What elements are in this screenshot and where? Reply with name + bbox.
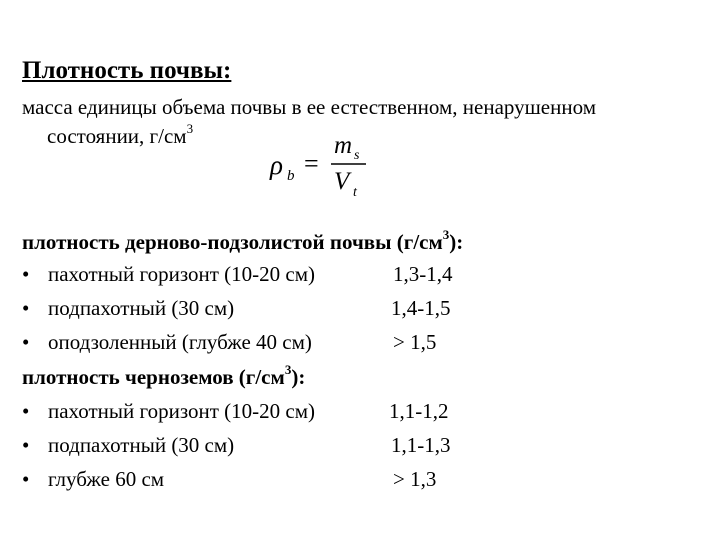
item-value: 1,4-1,5 xyxy=(391,296,451,320)
item-label: подпахотный (30 см) xyxy=(48,433,235,457)
formula-rho-subscript: b xyxy=(287,168,295,184)
chernozem-heading-sup: 3 xyxy=(284,362,292,378)
list-item xyxy=(22,399,622,427)
chernozem-heading-end: ): xyxy=(291,365,306,389)
list-item xyxy=(22,330,622,358)
formula-denominator-subscript: t xyxy=(353,185,357,200)
item-label: глубже 60 см xyxy=(48,467,165,491)
item-value: 1,1-1,3 xyxy=(391,433,451,457)
sod-podzolic-heading xyxy=(22,227,464,255)
density-formula xyxy=(268,132,378,202)
bullet: • xyxy=(22,296,30,320)
item-value: > 1,3 xyxy=(393,467,437,491)
bullet: • xyxy=(22,330,30,354)
definition-unit-superscript: 3 xyxy=(186,121,194,137)
formula-numerator-subscript: s xyxy=(354,148,360,163)
bullet: • xyxy=(22,399,30,423)
formula-equals: = xyxy=(304,149,319,178)
definition-unit-text: состоянии, г/см xyxy=(47,124,187,148)
definition-line-1: масса единицы объема почвы в ее естественном, ненарушенном xyxy=(22,95,596,119)
item-label: оподзоленный (глубже 40 см) xyxy=(48,330,312,354)
formula-rho: ρ xyxy=(270,150,283,180)
formula-denominator: V xyxy=(334,168,350,195)
sod-podzolic-heading-sup: 3 xyxy=(442,227,450,243)
item-label: пахотный горизонт (10-20 см) xyxy=(48,262,316,286)
slide-title: Плотность почвы: xyxy=(22,57,232,84)
definition-line-2 xyxy=(47,121,194,149)
item-value: 1,1-1,2 xyxy=(389,399,449,423)
chernozem-heading-text: плотность черноземов (г/см xyxy=(22,365,285,389)
list-item xyxy=(22,433,622,461)
item-value: 1,3-1,4 xyxy=(393,262,453,286)
sod-podzolic-heading-end: ): xyxy=(449,230,464,254)
bullet: • xyxy=(22,433,30,457)
formula-numerator: m xyxy=(334,132,353,159)
item-label: подпахотный (30 см) xyxy=(48,296,235,320)
list-item xyxy=(22,467,622,495)
chernozem-heading xyxy=(22,362,306,390)
item-value: > 1,5 xyxy=(393,330,437,354)
bullet: • xyxy=(22,467,30,491)
list-item xyxy=(22,262,622,290)
sod-podzolic-heading-text: плотность дерново-подзолистой почвы (г/см xyxy=(22,230,443,254)
item-label: пахотный горизонт (10-20 см) xyxy=(48,399,316,423)
list-item xyxy=(22,296,622,324)
bullet: • xyxy=(22,262,30,286)
